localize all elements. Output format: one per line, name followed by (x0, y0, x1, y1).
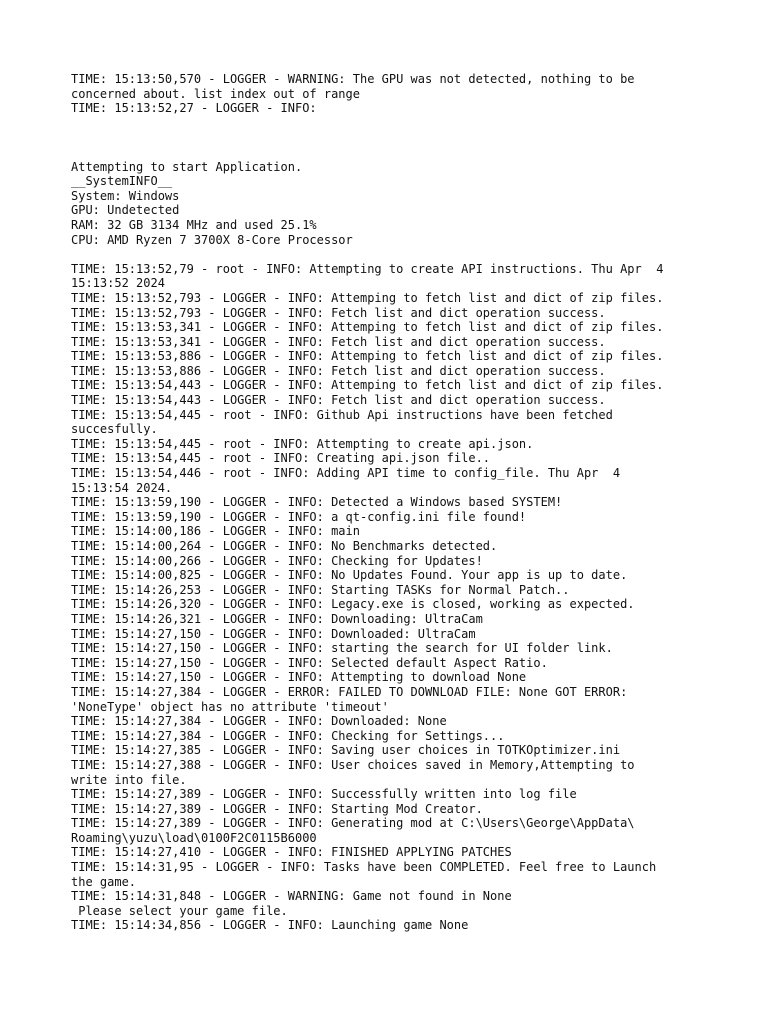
log-line: Roaming\yuzu\load\0100F2C0115B6000 (71, 830, 317, 845)
log-line: TIME: 15:14:27,388 - LOGGER - INFO: User choices saved in Memory,Attempting to (71, 757, 635, 772)
log-line: TIME: 15:13:53,341 - LOGGER - INFO: Fetch list and dict operation success. (71, 334, 606, 349)
log-line: Please select your game file. (71, 903, 288, 918)
log-line (71, 145, 731, 160)
log-line: TIME: 15:13:50,570 - LOGGER - WARNING: The GPU was not detected, nothing to be (71, 72, 635, 86)
log-line: TIME: 15:14:00,825 - LOGGER - INFO: No Updates Found. Your app is up to date. (71, 568, 628, 583)
log-line: TIME: 15:14:26,320 - LOGGER - INFO: Legacy.exe is closed, working as expected. (71, 597, 635, 612)
log-line: TIME: 15:14:00,266 - LOGGER - INFO: Checking for Updates! (71, 553, 483, 568)
log-line: TIME: 15:14:27,410 - LOGGER - INFO: FINISHED APPLYING PATCHES (71, 845, 512, 860)
log-line: TIME: 15:14:27,384 - LOGGER - INFO: Downloaded: None (71, 714, 447, 729)
log-line: TIME: 15:14:31,848 - LOGGER - WARNING: Game not found in None (71, 889, 512, 904)
log-line: TIME: 15:13:54,443 - LOGGER - INFO: Attemping to fetch list and dict of zip files. (71, 378, 664, 393)
log-line: TIME: 15:13:53,341 - LOGGER - INFO: Attemping to fetch list and dict of zip files. (71, 320, 664, 335)
log-line: TIME: 15:14:27,389 - LOGGER - INFO: Successfully written into log file (71, 787, 577, 802)
log-line: TIME: 15:13:54,445 - root - INFO: Github Api instructions have been fetched (71, 407, 613, 422)
log-document (71, 72, 731, 933)
log-line: TIME: 15:14:27,150 - LOGGER - INFO: Attempting to download None (71, 670, 527, 685)
log-line: TIME: 15:13:54,445 - root - INFO: Attempting to create api.json. (71, 436, 534, 451)
log-line: TIME: 15:13:59,190 - LOGGER - INFO: a qt-config.ini file found! (71, 509, 527, 524)
log-line: TIME: 15:13:52,793 - LOGGER - INFO: Attemping to fetch list and dict of zip files. (71, 290, 664, 305)
log-line: 15:13:54 2024. (71, 480, 173, 495)
log-line: TIME: 15:14:26,253 - LOGGER - INFO: Starting TASKs for Normal Patch.. (71, 582, 570, 597)
log-line (71, 116, 731, 131)
log-line: TIME: 15:14:26,321 - LOGGER - INFO: Downloading: UltraCam (71, 611, 483, 626)
log-line: TIME: 15:14:27,150 - LOGGER - INFO: starting the search for UI folder link. (71, 641, 613, 656)
log-line: TIME: 15:14:27,385 - LOGGER - INFO: Saving user choices in TOTKOptimizer.ini (71, 743, 621, 758)
log-line: RAM: 32 GB 3134 MHz and used 25.1% (71, 217, 317, 232)
log-line: TIME: 15:13:59,190 - LOGGER - INFO: Detected a Windows based SYSTEM! (71, 495, 563, 510)
log-line: TIME: 15:13:54,443 - LOGGER - INFO: Fetch list and dict operation success. (71, 393, 606, 408)
log-line: TIME: 15:13:53,886 - LOGGER - INFO: Attemping to fetch list and dict of zip files. (71, 349, 664, 364)
log-line: CPU: AMD Ryzen 7 3700X 8-Core Processor (71, 232, 353, 247)
log-line: TIME: 15:13:54,446 - root - INFO: Adding API time to config_file. Thu Apr 4 (71, 466, 621, 481)
log-line (71, 247, 731, 262)
log-line: __SystemINFO__ (71, 174, 173, 189)
log-line: TIME: 15:14:27,150 - LOGGER - INFO: Downloaded: UltraCam (71, 626, 476, 641)
log-line: TIME: 15:13:53,886 - LOGGER - INFO: Fetch list and dict operation success. (71, 363, 606, 378)
log-line: System: Windows (71, 188, 180, 203)
log-line: TIME: 15:13:52,79 - root - INFO: Attempting to create API instructions. Thu Apr 4 (71, 261, 664, 276)
log-line: TIME: 15:14:27,389 - LOGGER - INFO: Starting Mod Creator. (71, 801, 483, 816)
log-line: TIME: 15:13:52,27 - LOGGER - INFO: (71, 101, 317, 116)
log-line: TIME: 15:13:54,445 - root - INFO: Creating api.json file.. (71, 451, 491, 466)
log-line: TIME: 15:14:00,264 - LOGGER - INFO: No Benchmarks detected. (71, 539, 498, 553)
log-line: 'NoneType' object has no attribute 'timeout' (71, 699, 389, 714)
log-line: TIME: 15:13:52,793 - LOGGER - INFO: Fetch list and dict operation success. (71, 305, 606, 320)
log-line: TIME: 15:14:27,384 - LOGGER - ERROR: FAILED TO DOWNLOAD FILE: None GOT ERROR: (71, 684, 628, 699)
log-line: TIME: 15:14:31,95 - LOGGER - INFO: Tasks have been COMPLETED. Feel free to Launch (71, 860, 657, 875)
log-line: concerned about. list index out of range (71, 86, 360, 101)
log-line: 15:13:52 2024 (71, 276, 165, 291)
log-line: Attempting to start Application. (71, 159, 303, 174)
log-line: succesfully. (71, 422, 158, 437)
log-line (71, 130, 731, 145)
log-line: TIME: 15:14:27,389 - LOGGER - INFO: Generating mod at C:\Users\George\AppData\ (71, 816, 635, 831)
log-line: TIME: 15:14:27,384 - LOGGER - INFO: Checking for Settings... (71, 728, 505, 743)
log-line: TIME: 15:14:34,856 - LOGGER - INFO: Launching game None (71, 918, 469, 933)
log-line: TIME: 15:14:27,150 - LOGGER - INFO: Selected default Aspect Ratio. (71, 655, 548, 670)
log-line: write into file. (71, 772, 187, 787)
log-line: GPU: Undetected (71, 203, 180, 218)
log-line: the game. (71, 874, 137, 889)
log-line: TIME: 15:14:00,186 - LOGGER - INFO: main (71, 524, 360, 539)
